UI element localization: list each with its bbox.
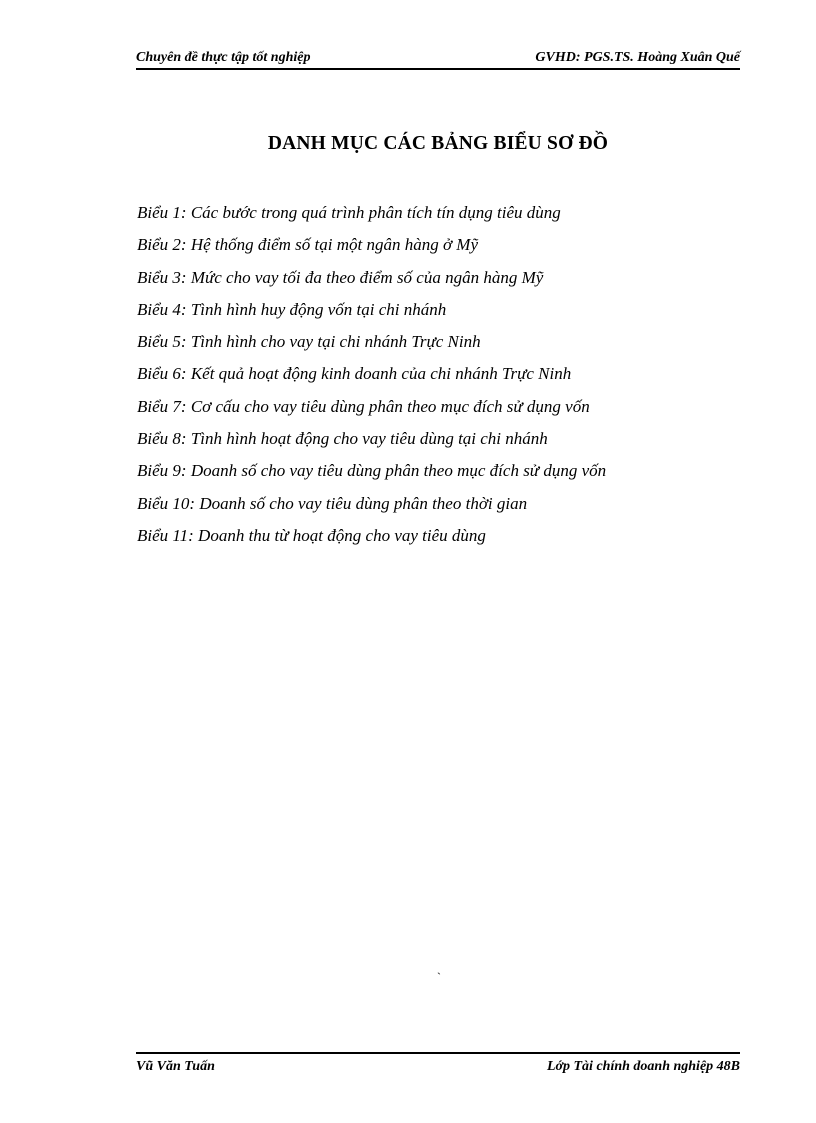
list-item: Biểu 1: Các bước trong quá trình phân tích tín dụng tiêu dùng — [137, 203, 561, 222]
list-item: Biểu 9: Doanh số cho vay tiêu dùng phân theo mục đích sử dụng vốn — [137, 461, 607, 481]
page-header — [136, 50, 740, 70]
header-document-type: Chuyên đề thực tập tốt nghiệp — [136, 50, 311, 65]
footer-author: Vũ Văn Tuấn — [136, 1059, 215, 1074]
list-item: Biểu 6: Kết quả hoạt động kinh doanh của chi nhánh Trực Ninh — [137, 364, 572, 384]
list-item: Biểu 5: Tình hình cho vay tại chi nhánh Trực Ninh — [137, 332, 481, 352]
list-item: Biểu 11: Doanh thu từ hoạt động cho vay tiêu dùng — [137, 525, 486, 545]
header-supervisor: GVHD: PGS.TS. Hoàng Xuân Quế — [535, 50, 740, 65]
list-item: Biểu 3: Mức cho vay tối đa theo điểm số của ngân hàng Mỹ — [137, 267, 544, 287]
page-title: DANH MỤC CÁC BẢNG BIỂU SƠ ĐỒ — [267, 133, 609, 154]
table-of-figures-list — [137, 201, 606, 556]
list-item: Biểu 10: Doanh số cho vay tiêu dùng phân theo thời gian — [137, 493, 528, 513]
list-item: Biểu 8: Tình hình hoạt động cho vay tiêu dùng tại chi nhánh — [137, 429, 548, 449]
footer-class: Lớp Tài chính doanh nghiệp 48B — [546, 1059, 740, 1074]
page-footer — [136, 1052, 740, 1074]
list-item: Biểu 7: Cơ cấu cho vay tiêu dùng phân theo mục đích sử dụng vốn — [137, 396, 590, 416]
list-item: Biểu 2: Hệ thống điểm số tại một ngân hàng ở Mỹ — [137, 235, 478, 255]
list-item: Biểu 4: Tình hình huy động vốn tại chi nhánh — [137, 299, 447, 319]
stray-mark: ` — [437, 970, 441, 984]
